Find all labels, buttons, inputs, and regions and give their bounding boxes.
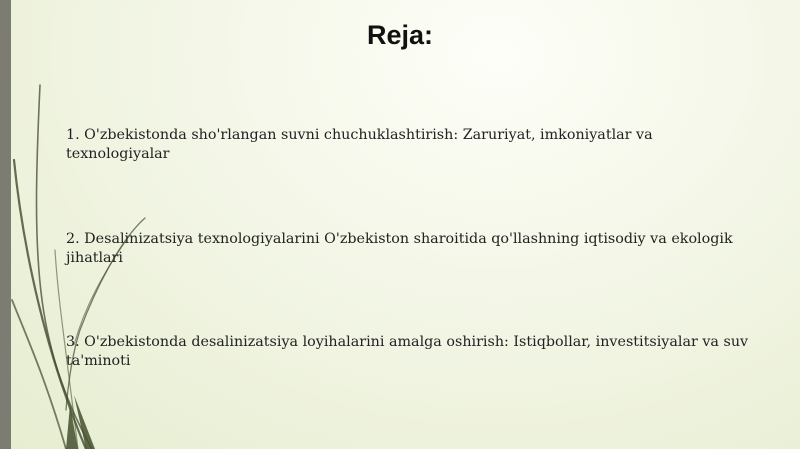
plan-item-3: 3. O'zbekistonda desalinizatsiya loyihalarini amalga oshirish: Istiqbollar, investitsiyalar va suv ta'minoti (66, 334, 749, 369)
plan-item-2: 2. Desalinizatsiya texnologiyalarini O'zbekiston sharoitida qo'llashning iqtisodiy va ekologik jihatlari (66, 231, 733, 266)
slide-title: Reja: (366, 20, 434, 50)
plan-item-1: 1. O'zbekistonda sho'rlangan suvni chuchuklashtirish: Zaruriyat, imkoniyatlar va texnologiyalar (66, 127, 653, 162)
